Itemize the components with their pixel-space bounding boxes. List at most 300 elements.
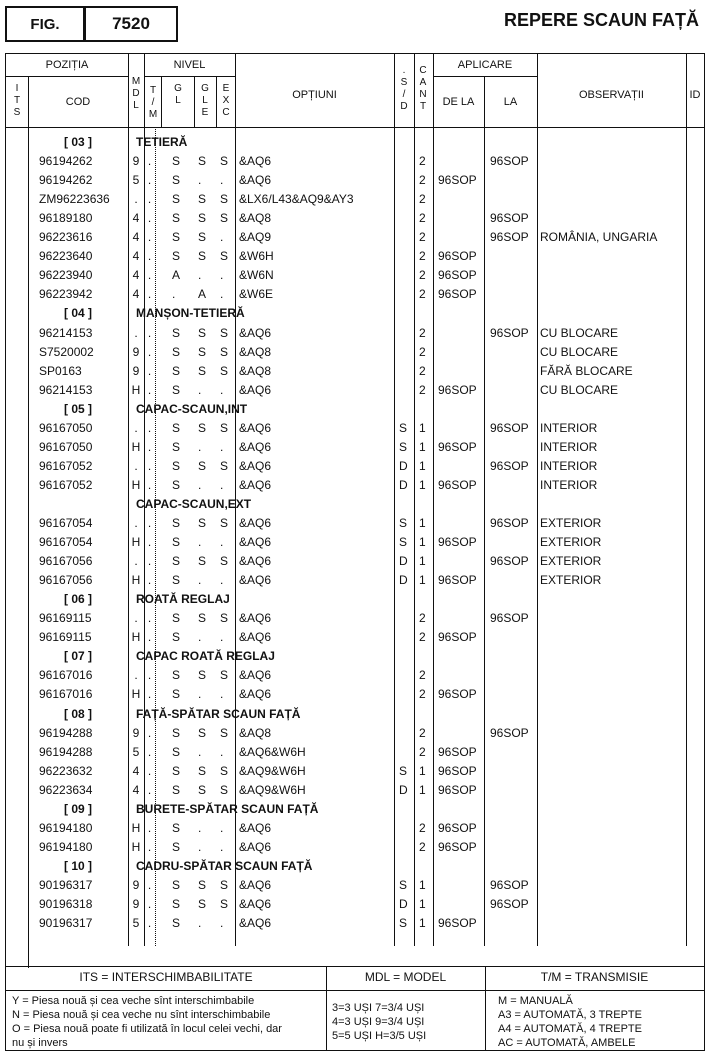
applies-from: 96SOP	[438, 535, 477, 550]
quantity: 1	[419, 782, 426, 797]
legend-its-title: ITS = INTERSCHIMBABILITATE	[79, 970, 253, 984]
model-code: 9	[132, 897, 140, 911]
options: &AQ9	[239, 230, 272, 245]
part-code: 96189180	[39, 211, 93, 226]
options: &AQ6	[239, 516, 272, 530]
quantity: 1	[419, 877, 426, 892]
level-gl: S	[172, 820, 181, 835]
col-observatii: OBSERVAȚII	[578, 89, 644, 101]
level-gl: S	[172, 516, 181, 530]
level-gl: S	[172, 382, 181, 397]
model-code: 9	[132, 154, 140, 169]
transmission-code: .	[147, 230, 152, 245]
options: &AQ6	[239, 820, 272, 835]
legend-tm-title: T/M = TRANSMISIE	[540, 970, 649, 984]
level-exc: S	[220, 192, 229, 207]
quantity: 2	[419, 287, 426, 302]
model-code: 9	[132, 877, 140, 892]
legend-its-line: N = Piesa nouă și cea veche nu sînt interschimbabile	[12, 1009, 271, 1021]
applies-from: 96SOP	[438, 573, 477, 588]
level-gle: .	[198, 382, 202, 397]
part-code: 96223640	[39, 249, 93, 264]
level-exc: .	[220, 630, 224, 645]
transmission-code: .	[147, 363, 152, 378]
part-code: 96169115	[39, 630, 92, 645]
part-code: 96194180	[39, 820, 93, 835]
level-gl: .	[172, 287, 176, 302]
observations: CU BLOCARE	[540, 325, 619, 340]
options: &AQ6	[239, 420, 272, 435]
quantity: 2	[419, 211, 426, 226]
level-gle: .	[198, 439, 202, 454]
section-number: [ 03 ]	[64, 135, 93, 149]
applies-from: 96SOP	[438, 744, 477, 759]
level-exc: S	[220, 344, 229, 359]
side: D	[399, 554, 408, 569]
section-number: [ 04 ]	[64, 306, 93, 321]
transmission-code: .	[147, 154, 152, 169]
side: S	[399, 420, 408, 435]
quantity: 2	[419, 744, 426, 759]
part-code: 96167050	[39, 439, 93, 454]
section-number: [ 07 ]	[64, 649, 93, 664]
fig-number: 7520	[84, 6, 178, 42]
applies-to: 96SOP	[490, 458, 529, 473]
applies-to: 96SOP	[490, 877, 529, 892]
part-code: 90196318	[39, 897, 93, 911]
observations: INTERIOR	[540, 458, 598, 473]
part-code: 96223632	[39, 763, 93, 778]
observations: ROMÂNIA, UNGARIA	[540, 230, 658, 245]
level-gl: S	[172, 687, 181, 702]
transmission-code: .	[147, 839, 152, 854]
model-code: .	[134, 420, 138, 435]
observations: FĂRĂ BLOCARE	[540, 363, 633, 378]
quantity: 1	[419, 477, 426, 492]
model-code: .	[134, 516, 138, 530]
applies-from: 96SOP	[438, 839, 477, 854]
legend-its-line: nu și invers	[12, 1037, 68, 1049]
options: &AQ6	[239, 839, 272, 854]
level-gl: S	[172, 154, 181, 169]
level-exc: .	[220, 382, 224, 397]
part-code: 96214153	[39, 382, 93, 397]
transmission-code: .	[147, 325, 152, 340]
level-gle: S	[198, 611, 207, 626]
level-gle: S	[198, 668, 207, 683]
side: S	[399, 877, 408, 892]
transmission-code: .	[147, 877, 152, 892]
options: &AQ6	[239, 630, 272, 645]
level-exc: S	[220, 554, 229, 569]
level-exc: .	[220, 268, 224, 283]
section-title: CADRU-SPĂTAR SCAUN FAȚĂ	[136, 858, 313, 873]
part-code: 90196317	[39, 916, 93, 931]
part-code: 96194180	[39, 839, 93, 854]
level-gle: S	[198, 516, 207, 530]
level-gle: S	[198, 877, 207, 892]
side: D	[399, 477, 408, 492]
applies-from: 96SOP	[438, 630, 477, 645]
options: &AQ6	[239, 439, 272, 454]
level-exc: S	[220, 211, 229, 226]
transmission-code: .	[147, 744, 152, 759]
applies-from: 96SOP	[438, 268, 477, 283]
quantity: 1	[419, 516, 426, 530]
transmission-code: .	[147, 554, 152, 569]
level-exc: S	[220, 154, 229, 169]
section-title: FAȚĂ-SPĂTAR SCAUN FAȚĂ	[136, 706, 301, 721]
model-code: H	[131, 477, 141, 492]
side: S	[399, 516, 408, 530]
model-code: 4	[132, 782, 140, 797]
transmission-code: .	[147, 173, 152, 188]
applies-to: 96SOP	[490, 611, 529, 626]
transmission-code: .	[147, 573, 152, 588]
col-la: LA	[503, 96, 518, 108]
model-code: 5	[132, 916, 140, 931]
applies-from: 96SOP	[438, 477, 477, 492]
part-code: 96169115	[39, 611, 92, 626]
model-code: H	[131, 630, 141, 645]
transmission-code: .	[147, 687, 152, 702]
options: &AQ9&W6H	[239, 763, 306, 778]
level-exc: .	[220, 477, 224, 492]
applies-to: 96SOP	[490, 554, 529, 569]
level-gl: S	[172, 554, 181, 569]
options: &LX6/L43&AQ9&AY3	[239, 192, 354, 207]
col-mdl: M D L	[131, 76, 141, 111]
part-code: 96167054	[39, 516, 93, 530]
options: &AQ6	[239, 573, 272, 588]
quantity: 1	[419, 554, 426, 569]
level-exc: S	[220, 249, 229, 264]
options: &AQ6	[239, 458, 272, 473]
model-code: .	[134, 611, 138, 626]
level-gl: S	[172, 573, 181, 588]
model-code: .	[134, 458, 138, 473]
level-gl: S	[172, 630, 181, 645]
applies-to: 96SOP	[490, 230, 529, 245]
level-exc: .	[220, 230, 224, 245]
level-gle: .	[198, 573, 202, 588]
level-gle: .	[198, 687, 202, 702]
col-gl: G L	[174, 83, 182, 106]
quantity: 1	[419, 439, 426, 454]
level-exc: S	[220, 668, 229, 683]
level-gle: S	[198, 725, 207, 740]
level-gle: .	[198, 916, 202, 931]
model-code: H	[131, 687, 141, 702]
model-code: H	[131, 820, 141, 835]
level-exc: .	[220, 839, 224, 854]
quantity: 1	[419, 897, 426, 911]
level-exc: .	[220, 744, 224, 759]
level-gl: S	[172, 535, 181, 550]
level-gle: .	[198, 268, 202, 283]
part-code: SP0163	[39, 363, 82, 378]
applies-to: 96SOP	[490, 725, 529, 740]
level-exc: .	[220, 439, 224, 454]
model-code: .	[134, 554, 138, 569]
side: D	[399, 782, 408, 797]
legend-mdl-line: 5=5 UȘI H=3/5 UȘI	[332, 1030, 427, 1042]
part-code: ZM96223636	[39, 192, 110, 207]
quantity: 2	[419, 839, 426, 854]
options: &AQ8	[239, 344, 272, 359]
observations: INTERIOR	[540, 439, 598, 454]
level-exc: .	[220, 687, 224, 702]
quantity: 2	[419, 611, 426, 626]
part-code: 96223634	[39, 782, 93, 797]
col-cant: C A N T	[419, 65, 427, 112]
applies-to: 96SOP	[490, 420, 529, 435]
section-number: [ 06 ]	[64, 592, 93, 607]
level-gle: .	[198, 477, 202, 492]
legend-tm-line: A4 = AUTOMATĂ, 4 TREPTE	[498, 1023, 642, 1035]
part-code: 96223942	[39, 287, 93, 302]
side: S	[399, 916, 408, 931]
model-code: 9	[132, 344, 140, 359]
model-code: H	[131, 535, 141, 550]
level-gl: S	[172, 230, 181, 245]
applies-to: 96SOP	[490, 516, 529, 530]
transmission-code: .	[147, 897, 152, 911]
level-gle: S	[198, 154, 207, 169]
part-code: 96167052	[39, 458, 93, 473]
level-gle: S	[198, 192, 207, 207]
quantity: 2	[419, 668, 426, 683]
level-exc: S	[220, 611, 229, 626]
options: &AQ6	[239, 535, 272, 550]
transmission-code: .	[147, 211, 152, 226]
transmission-code: .	[147, 268, 152, 283]
transmission-code: .	[147, 535, 152, 550]
level-gle: S	[198, 458, 207, 473]
level-gle: S	[198, 782, 207, 797]
section-title: ROATĂ REGLAJ	[136, 592, 230, 607]
col-gle: G L E	[201, 83, 209, 118]
level-exc: S	[220, 458, 229, 473]
col-sd: . S / D	[400, 65, 408, 112]
side: D	[399, 897, 408, 911]
transmission-code: .	[147, 668, 152, 683]
quantity: 2	[419, 154, 426, 169]
transmission-code: .	[147, 763, 152, 778]
model-code: H	[131, 573, 141, 588]
transmission-code: .	[147, 458, 152, 473]
quantity: 2	[419, 325, 426, 340]
quantity: 2	[419, 382, 426, 397]
section-title: CAPAC ROATĂ REGLAJ	[136, 649, 275, 664]
options: &W6H	[239, 249, 274, 264]
model-code: .	[134, 668, 138, 683]
observations: INTERIOR	[540, 420, 598, 435]
level-gl: S	[172, 668, 181, 683]
quantity: 1	[419, 535, 426, 550]
level-exc: S	[220, 763, 229, 778]
part-code: 96167016	[39, 687, 93, 702]
transmission-code: .	[147, 725, 152, 740]
applies-from: 96SOP	[438, 820, 477, 835]
side: D	[399, 573, 408, 588]
level-gl: S	[172, 439, 181, 454]
quantity: 2	[419, 268, 426, 283]
col-tm: T / M	[148, 85, 158, 120]
part-code: 96194288	[39, 744, 93, 759]
applies-to: 96SOP	[490, 325, 529, 340]
options: &W6N	[239, 268, 274, 283]
quantity: 2	[419, 687, 426, 702]
level-gle: S	[198, 363, 207, 378]
quantity: 2	[419, 192, 426, 207]
level-exc: .	[220, 173, 224, 188]
part-code: 96194288	[39, 725, 93, 740]
col-aplicare: APLICARE	[457, 59, 513, 71]
quantity: 2	[419, 725, 426, 740]
level-gle: .	[198, 630, 202, 645]
transmission-code: .	[147, 611, 152, 626]
transmission-code: .	[147, 916, 152, 931]
options: &AQ6	[239, 687, 272, 702]
level-gl: S	[172, 249, 181, 264]
observations: INTERIOR	[540, 477, 598, 492]
part-code: 96167056	[39, 573, 93, 588]
options: &AQ8	[239, 725, 272, 740]
options: &AQ6	[239, 154, 272, 169]
col-exc: E X C	[222, 83, 230, 118]
transmission-code: .	[147, 382, 152, 397]
level-gl: S	[172, 839, 181, 854]
level-exc: .	[220, 573, 224, 588]
page-title: REPERE SCAUN FAȚĂ	[503, 10, 699, 30]
quantity: 1	[419, 763, 426, 778]
transmission-code: .	[147, 516, 152, 530]
options: &AQ6	[239, 173, 272, 188]
observations: EXTERIOR	[540, 554, 602, 569]
options: &AQ6	[239, 916, 272, 931]
transmission-code: .	[147, 477, 152, 492]
level-gl: S	[172, 211, 181, 226]
transmission-code: .	[147, 192, 152, 207]
quantity: 2	[419, 249, 426, 264]
level-exc: S	[220, 725, 229, 740]
applies-from: 96SOP	[438, 439, 477, 454]
part-code: 96167052	[39, 477, 93, 492]
quantity: 1	[419, 458, 426, 473]
fig-label: FIG.	[5, 6, 85, 42]
model-code: 4	[132, 230, 140, 245]
level-gl: S	[172, 744, 181, 759]
options: &AQ6	[239, 325, 272, 340]
model-code: 4	[132, 763, 140, 778]
quantity: 1	[419, 573, 426, 588]
level-exc: S	[220, 363, 229, 378]
col-cod: COD	[65, 96, 91, 108]
section-title: CAPAC-SCAUN,EXT	[136, 496, 252, 511]
transmission-code: .	[147, 344, 152, 359]
level-gl: S	[172, 763, 181, 778]
options: &AQ6	[239, 897, 272, 911]
applies-to: 96SOP	[490, 154, 529, 169]
legend-its-line: Y = Piesa nouă și cea veche sînt interschimbabile	[12, 995, 255, 1007]
level-exc: S	[220, 516, 229, 530]
level-gle: S	[198, 325, 207, 340]
options: &AQ8	[239, 363, 272, 378]
col-pozitia: POZIȚIA	[45, 59, 89, 71]
options: &AQ8	[239, 211, 272, 226]
quantity: 2	[419, 230, 426, 245]
level-gle: S	[198, 249, 207, 264]
side: D	[399, 458, 408, 473]
observations: CU BLOCARE	[540, 382, 619, 397]
level-gl: S	[172, 173, 181, 188]
model-code: 9	[132, 363, 140, 378]
level-gle: A	[198, 287, 207, 302]
model-code: 4	[132, 268, 140, 283]
transmission-code: .	[147, 287, 152, 302]
part-code: 96167016	[39, 668, 93, 683]
options: &W6E	[239, 287, 274, 302]
level-gle: S	[198, 211, 207, 226]
applies-from: 96SOP	[438, 687, 477, 702]
part-code: S7520002	[39, 344, 94, 359]
applies-to: 96SOP	[490, 897, 529, 911]
model-code: 5	[132, 744, 140, 759]
options: &AQ6	[239, 668, 272, 683]
level-gl: S	[172, 877, 181, 892]
part-code: 96167054	[39, 535, 93, 550]
section-title: BURETE-SPĂTAR SCAUN FAȚĂ	[136, 801, 319, 816]
applies-from: 96SOP	[438, 249, 477, 264]
col-optiuni: OPȚIUNI	[292, 89, 337, 101]
level-gl: S	[172, 916, 181, 931]
options: &AQ6	[239, 611, 272, 626]
section-number: [ 10 ]	[64, 858, 93, 873]
level-gle: .	[198, 173, 202, 188]
level-gle: .	[198, 820, 202, 835]
level-exc: .	[220, 535, 224, 550]
legend-mdl-title: MDL = MODEL	[364, 970, 447, 984]
legend-its-line: O = Piesa nouă poate fi utilizată în locul celei vechi, dar	[12, 1023, 282, 1035]
col-id: ID	[689, 89, 701, 101]
transmission-code: .	[147, 782, 152, 797]
level-gl: S	[172, 477, 181, 492]
part-code: 96223616	[39, 230, 93, 245]
section-number: [ 05 ]	[64, 401, 93, 416]
part-code: 96223940	[39, 268, 93, 283]
part-code: 96214153	[39, 325, 93, 340]
level-exc: .	[220, 820, 224, 835]
observations: CU BLOCARE	[540, 344, 619, 359]
transmission-code: .	[147, 439, 152, 454]
section-title: CAPAC-SCAUN,INT	[136, 401, 248, 416]
transmission-code: .	[147, 249, 152, 264]
options: &AQ6	[239, 554, 272, 569]
level-exc: .	[220, 916, 224, 931]
model-code: 4	[132, 249, 140, 264]
level-gle: .	[198, 839, 202, 854]
applies-from: 96SOP	[438, 782, 477, 797]
observations: EXTERIOR	[540, 573, 602, 588]
part-code: 96194262	[39, 173, 93, 188]
quantity: 1	[419, 420, 426, 435]
col-nivel: NIVEL	[173, 59, 206, 71]
applies-from: 96SOP	[438, 173, 477, 188]
quantity: 2	[419, 344, 426, 359]
quantity: 2	[419, 630, 426, 645]
level-gl: S	[172, 611, 181, 626]
